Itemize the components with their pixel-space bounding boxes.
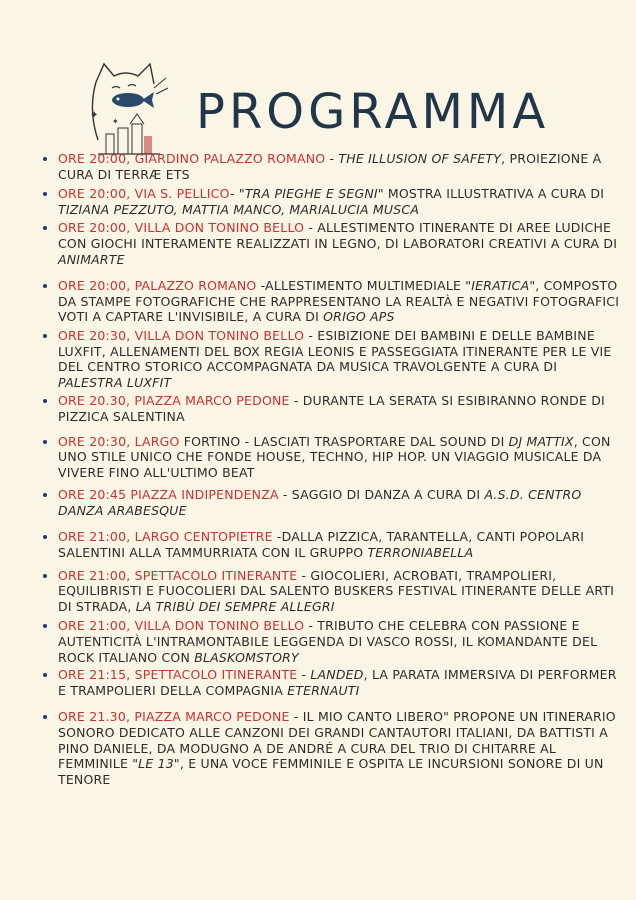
event-description: - ALLESTIMENTO ITINERANTE DI AREE LUDICHE CON GIOCHI INTERAMENTE REALIZZATI IN LEGNO, DI LABORATORI CREATIVI A CURA DI: [58, 220, 618, 251]
event-description: -: [229, 186, 239, 202]
event-list: [38, 151, 622, 787]
event-description: , CON UNO STILE UNICO CHE FONDE HOUSE, TECHNO, HIP HOP. UN VIAGGIO MUSICALE DA VIVERE FINO ALL'ULTIMO BEAT: [58, 433, 611, 480]
event-time-place: ORE 21:00, VILLA DON TONINO BELLO: [58, 618, 305, 634]
event-description: - IL MIO CANTO LIBERO" PROPONE UN ITINERARIO SONORO DEDICATO ALLE CANZONI DEI GRANDI CANTAUTORI ITALIANI, DA BATTISTI A PINO DANIELE, DA MODUGNO A DE ANDRÉ A CURA DEL TRIO DI CHITARRE AL FEMMINILE: [58, 709, 616, 772]
event-item: [58, 393, 622, 424]
event-item: [58, 529, 622, 560]
page-title: PROGRAMMA: [196, 84, 550, 140]
event-time-place: ORE 21:00, LARGO CENTOPIETRE: [58, 529, 273, 545]
event-time-place: ORE 20:30, LARGO: [58, 433, 180, 449]
event-time-place: ORE 21:00, SPETTACOLO ITINERANTE: [58, 567, 298, 583]
event-description: - SAGGIO DI DANZA A CURA DI: [278, 487, 485, 503]
event-title: THE ILLUSION OF SAFETY: [338, 151, 502, 166]
event-item: [58, 667, 622, 698]
event-item: [58, 151, 622, 182]
event-description: , E UNA VOCE FEMMINILE E OSPITA LE INCURSIONI SONORE DI UN TENORE: [58, 756, 604, 787]
event-time-place: ORE 20:00, VIA S. PELLICO: [58, 186, 230, 202]
event-title: "TRA PIEGHE E SEGNI": [238, 186, 384, 202]
event-time-place: ORE 20:00, VILLA DON TONINO BELLO: [58, 220, 305, 236]
event-time-place: ORE 20:00, GIARDINO PALAZZO ROMANO: [58, 151, 326, 166]
event-description: , LA PARATA IMMERSIVA DI PERFORMER E TRAMPOLIERI DELLA COMPAGNIA: [58, 667, 617, 698]
event-description: -DALLA PIZZICA, TARANTELLA, CANTI POPOLARI SALENTINI ALLA TAMMURRIATA CON IL GRUPPO: [58, 529, 585, 561]
event-item: [58, 618, 622, 665]
event-description: -: [297, 667, 311, 683]
event-description: , PROIEZIONE A CURA DI TERRÆ ETS: [58, 151, 602, 182]
event-description: -: [325, 151, 339, 166]
event-time-place: ORE 21.30, PIAZZA MARCO PEDONE: [58, 709, 290, 725]
svg-text:✦: ✦: [90, 110, 99, 121]
event-description: - DURANTE LA SERATA SI ESIBIRANNO RONDE DI PIZZICA SALENTINA: [58, 393, 605, 424]
event-description: - GIOCOLIERI, ACROBATI, TRAMPOLIERI, EQUILIBRISTI E FUOCOLIERI DAL SALENTO BUSKERS FESTIVAL ITINERANTE DELLE ARTI DI STRADA,: [58, 567, 615, 614]
event-title: ANIMARTE: [58, 251, 125, 267]
event-description: FORTINO - LASCIATI TRASPORTARE DAL SOUND DI: [179, 433, 509, 449]
event-description: , COMPOSTO DA STAMPE FOTOGRAFICHE CHE RAPPRESENTANO LA REALTÀ E NEGATIVI FOTOGRAFICI VOTI A CAPTARE L'INVISIBILE, A CURA DI: [58, 278, 620, 325]
event-title: "IERATICA": [465, 278, 536, 294]
event-title: DJ MATTIX: [508, 433, 574, 449]
event-time-place: ORE 20:00, PALAZZO ROMANO: [58, 278, 257, 294]
event-item: [58, 328, 622, 390]
event-title: BLASKOMSTORY: [194, 649, 299, 665]
cat-fish-town-icon: [84, 60, 170, 160]
event-title: ORIGO APS: [323, 309, 395, 325]
event-item: [58, 434, 622, 481]
event-description: -ALLESTIMENTO MULTIMEDIALE: [256, 278, 466, 294]
event-description: - TRIBUTO CHE CELEBRA CON PASSIONE E AUTENTICITÀ L'INTRAMONTABILE LEGGENDA DI VASCO ROSSI, IL KOMANDANTE DEL ROCK ITALIANO CON: [58, 618, 598, 665]
event-item: [58, 220, 622, 267]
event-title: LANDED: [310, 667, 364, 683]
event-title: ETERNAUTI: [287, 682, 360, 698]
event-item: [58, 709, 622, 787]
event-title: LA TRIBÙ DEI SEMPRE ALLEGRI: [135, 598, 335, 614]
event-title: TIZIANA PEZZUTO, MATTIA MANCO, MARIALUCIA MUSCA: [58, 201, 420, 217]
event-item: [58, 487, 622, 518]
event-time-place: ORE 20:30, VILLA DON TONINO BELLO: [58, 327, 305, 343]
event-time-place: ORE 20:45 PIAZZA INDIPENDENZA: [58, 487, 279, 503]
event-item: [58, 186, 622, 217]
event-description: - ESIBIZIONE DEI BAMBINI E DELLE BAMBINE LUXFIT, ALLENAMENTI DEL BOX REGIA LEONIS E PASSEGGIATA ITINERANTE PER LE VIE DEL CENTRO STORICO ACCOMPAGNATA DA MUSICA TRAVOLGENTE A CURA DI: [58, 327, 612, 375]
event-title: "LE 13": [132, 756, 180, 772]
event-description: MOSTRA ILLUSTRATIVA A CURA DI: [383, 186, 605, 202]
event-title: A.S.D. CENTRO DANZA ARABESQUE: [58, 487, 582, 518]
event-item: [58, 278, 622, 325]
event-item: [58, 568, 622, 615]
event-time-place: ORE 20.30, PIAZZA MARCO PEDONE: [58, 393, 290, 409]
svg-text:✦: ✦: [112, 117, 119, 126]
event-title: TERRONIABELLA: [367, 545, 474, 561]
event-title: PALESTRA LUXFIT: [58, 374, 172, 390]
event-time-place: ORE 21:15, SPETTACOLO ITINERANTE: [58, 667, 298, 683]
